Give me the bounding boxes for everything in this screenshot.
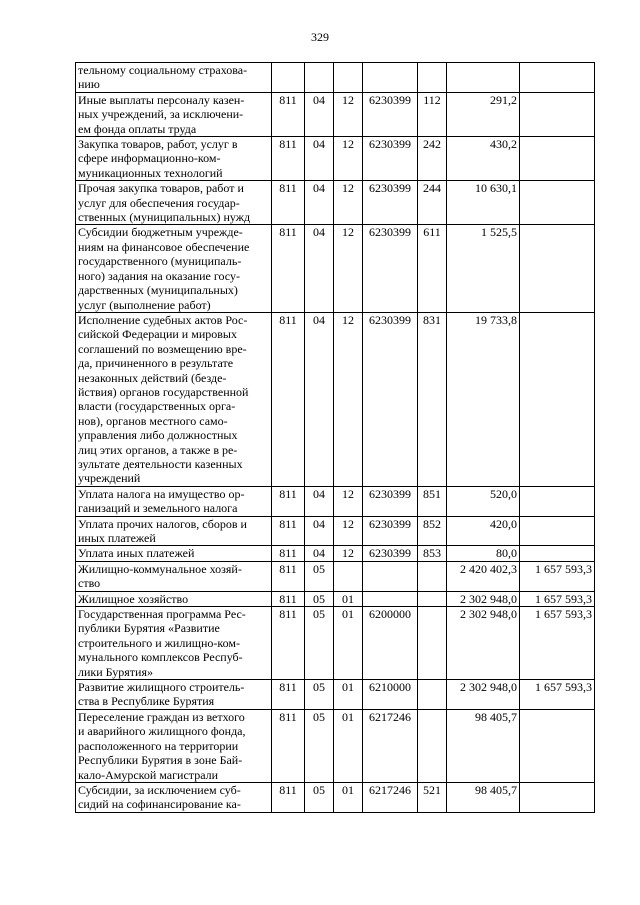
- target-article-code: [363, 63, 418, 93]
- table-row: [76, 680, 595, 710]
- row-name: Уплата налога на имущество ор- ганизаций и земельного налога: [76, 486, 272, 516]
- expense-type-code: 242: [418, 137, 447, 181]
- subsection-code: 01: [334, 782, 363, 812]
- expense-type-code: [418, 63, 447, 93]
- amount-total: 2 302 948,0: [447, 591, 520, 606]
- table-row: [76, 516, 595, 546]
- ministry-code: 811: [272, 607, 305, 680]
- amount-federal: [520, 546, 595, 561]
- section-code: 04: [305, 516, 334, 546]
- amount-federal: [520, 92, 595, 136]
- section-code: 05: [305, 680, 334, 710]
- subsection-code: 12: [334, 312, 363, 486]
- subsection-code: [334, 63, 363, 93]
- amount-federal: [520, 709, 595, 782]
- ministry-code: 811: [272, 181, 305, 225]
- ministry-code: 811: [272, 546, 305, 561]
- amount-federal: [520, 137, 595, 181]
- expense-type-code: 852: [418, 516, 447, 546]
- target-article-code: 6230399: [363, 225, 418, 312]
- expense-type-code: 851: [418, 486, 447, 516]
- table-row: [76, 63, 595, 93]
- page-number: 329: [311, 30, 329, 44]
- row-name: Уплата прочих налогов, сборов и иных платежей: [76, 516, 272, 546]
- target-article-code: 6217246: [363, 709, 418, 782]
- row-name: Переселение граждан из ветхого и аварийного жилищного фонда, расположенного на территории Республики Бурятия в зоне Бай- кало-Амурской магистрали: [76, 709, 272, 782]
- row-name: Закупка товаров, работ, услуг в сфере информационно-ком- муникационных технологий: [76, 137, 272, 181]
- expense-type-code: 112: [418, 92, 447, 136]
- section-code: 05: [305, 607, 334, 680]
- subsection-code: 12: [334, 516, 363, 546]
- section-code: 05: [305, 782, 334, 812]
- row-name: Уплата иных платежей: [76, 546, 272, 561]
- amount-total: 430,2: [447, 137, 520, 181]
- expense-type-code: 521: [418, 782, 447, 812]
- table-row: [76, 92, 595, 136]
- amount-total: 19 733,8: [447, 312, 520, 486]
- section-code: [305, 63, 334, 93]
- expense-type-code: 611: [418, 225, 447, 312]
- amount-total: 98 405,7: [447, 782, 520, 812]
- section-code: 05: [305, 709, 334, 782]
- section-code: 05: [305, 591, 334, 606]
- section-code: 04: [305, 137, 334, 181]
- table-row: [76, 546, 595, 561]
- row-name: Иные выплаты персоналу казен- ных учреждений, за исключени- ем фонда оплаты труда: [76, 92, 272, 136]
- row-name: Государственная программа Рес- публики Бурятия «Развитие строительного и жилищно-ком- мунального комплексов Респуб- лики Бурятия»: [76, 607, 272, 680]
- amount-total: 2 420 402,3: [447, 561, 520, 591]
- ministry-code: 811: [272, 225, 305, 312]
- amount-federal: [520, 63, 595, 93]
- expense-type-code: [418, 607, 447, 680]
- expense-type-code: 244: [418, 181, 447, 225]
- ministry-code: 811: [272, 92, 305, 136]
- expense-type-code: 853: [418, 546, 447, 561]
- amount-federal: [520, 312, 595, 486]
- amount-federal: [520, 516, 595, 546]
- table-row: [76, 312, 595, 486]
- target-article-code: 6230399: [363, 137, 418, 181]
- target-article-code: 6230399: [363, 546, 418, 561]
- amount-federal: 1 657 593,3: [520, 680, 595, 710]
- row-name: Жилищное хозяйство: [76, 591, 272, 606]
- row-name: тельному социальному страхова- нию: [76, 63, 272, 93]
- amount-total: [447, 63, 520, 93]
- ministry-code: 811: [272, 486, 305, 516]
- subsection-code: 12: [334, 181, 363, 225]
- target-article-code: 6217246: [363, 782, 418, 812]
- amount-federal: [520, 486, 595, 516]
- row-name: Развитие жилищного строитель- ства в Республике Бурятия: [76, 680, 272, 710]
- amount-federal: 1 657 593,3: [520, 591, 595, 606]
- table-row: [76, 709, 595, 782]
- table-row: [76, 561, 595, 591]
- ministry-code: 811: [272, 516, 305, 546]
- target-article-code: 6200000: [363, 607, 418, 680]
- table-row: [76, 607, 595, 680]
- target-article-code: 6230399: [363, 516, 418, 546]
- subsection-code: 12: [334, 225, 363, 312]
- ministry-code: 811: [272, 709, 305, 782]
- ministry-code: 811: [272, 312, 305, 486]
- target-article-code: [363, 591, 418, 606]
- expense-type-code: [418, 561, 447, 591]
- subsection-code: 12: [334, 92, 363, 136]
- table-row: [76, 486, 595, 516]
- row-name: Субсидии, за исключением суб- сидий на софинансирование ка-: [76, 782, 272, 812]
- subsection-code: 01: [334, 591, 363, 606]
- table-row: [76, 181, 595, 225]
- subsection-code: [334, 561, 363, 591]
- ministry-code: 811: [272, 680, 305, 710]
- amount-federal: [520, 181, 595, 225]
- expense-type-code: [418, 591, 447, 606]
- amount-total: 80,0: [447, 546, 520, 561]
- section-code: 04: [305, 181, 334, 225]
- amount-total: 98 405,7: [447, 709, 520, 782]
- section-code: 04: [305, 546, 334, 561]
- subsection-code: 12: [334, 486, 363, 516]
- amount-federal: [520, 225, 595, 312]
- amount-total: 10 630,1: [447, 181, 520, 225]
- table-row: [76, 782, 595, 812]
- expense-type-code: 831: [418, 312, 447, 486]
- ministry-code: 811: [272, 782, 305, 812]
- row-name: Исполнение судебных актов Рос- сийской Федерации и мировых соглашений по возмещению вре- да, причиненного в результате незаконных действий (безде- йствия) органов государственной власти (государственных орга- нов), органов местного само- управления либо должностных лиц этих органов, а также в ре- зультате деятельности казенных учреждений: [76, 312, 272, 486]
- table-row: [76, 591, 595, 606]
- section-code: 04: [305, 92, 334, 136]
- target-article-code: 6230399: [363, 312, 418, 486]
- section-code: 05: [305, 561, 334, 591]
- target-article-code: 6210000: [363, 680, 418, 710]
- amount-federal: 1 657 593,3: [520, 561, 595, 591]
- target-article-code: 6230399: [363, 92, 418, 136]
- target-article-code: 6230399: [363, 181, 418, 225]
- row-name: Жилищно-коммунальное хозяй- ство: [76, 561, 272, 591]
- subsection-code: 01: [334, 607, 363, 680]
- amount-total: 2 302 948,0: [447, 680, 520, 710]
- amount-federal: 1 657 593,3: [520, 607, 595, 680]
- amount-total: 291,2: [447, 92, 520, 136]
- subsection-code: 01: [334, 709, 363, 782]
- expense-type-code: [418, 680, 447, 710]
- ministry-code: 811: [272, 591, 305, 606]
- ministry-code: [272, 63, 305, 93]
- section-code: 04: [305, 486, 334, 516]
- budget-table: [75, 62, 595, 813]
- amount-total: 1 525,5: [447, 225, 520, 312]
- amount-total: 520,0: [447, 486, 520, 516]
- section-code: 04: [305, 225, 334, 312]
- row-name: Прочая закупка товаров, работ и услуг для обеспечения государ- ственных (муниципальных) нужд: [76, 181, 272, 225]
- target-article-code: [363, 561, 418, 591]
- amount-total: 420,0: [447, 516, 520, 546]
- subsection-code: 12: [334, 137, 363, 181]
- amount-federal: [520, 782, 595, 812]
- ministry-code: 811: [272, 137, 305, 181]
- section-code: 04: [305, 312, 334, 486]
- subsection-code: 01: [334, 680, 363, 710]
- expense-type-code: [418, 709, 447, 782]
- amount-total: 2 302 948,0: [447, 607, 520, 680]
- table-row: [76, 137, 595, 181]
- subsection-code: 12: [334, 546, 363, 561]
- row-name: Субсидии бюджетным учрежде- ниям на финансовое обеспечение государственного (муниципаль- ного) задания на оказание госу- дарственных (муниципальных) услуг (выполнение работ): [76, 225, 272, 312]
- table-row: [76, 225, 595, 312]
- ministry-code: 811: [272, 561, 305, 591]
- target-article-code: 6230399: [363, 486, 418, 516]
